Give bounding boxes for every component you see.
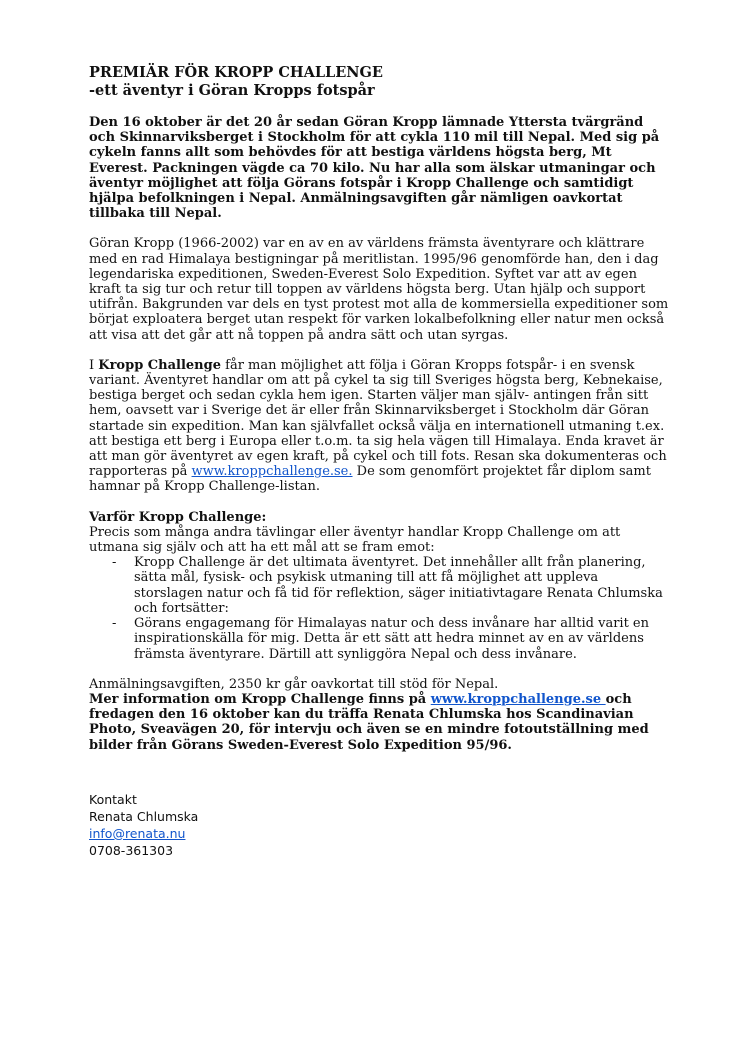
list-item-text: Kropp Challenge är det ultimata äventyret. Det innehåller allt från planering, sätta mål, fysisk- och psykisk utmaning till att få möjlighet att uppleva storslagen natur och få tid för reflektion, säger initiativtagare Renata Chlumska och fortsätter: (134, 555, 663, 616)
dash-marker: - (112, 555, 117, 571)
why-list (89, 555, 669, 661)
contact-block (89, 791, 669, 859)
challenge-body: får man möjlighet att följa i Göran Kropps fotspår- i en svensk variant. Äventyret handlar om att på cykel ta sig till Sveriges högsta berg, Kebnekaise, bestiga berget och sedan cykla hem igen. Starten väljer man själv- antingen från sitt hem, oavsett var i Sverige det är eller från Skinnarviksberget i Stockholm där Göran startade sin expedition. Man kan självfallet också välja en internationell utmaning t.ex. att bestiga ett berg i Europa eller t.o.m. ta sig hela vägen till Himalaya. Enda kravet är att man gör äventyret av egen kraft, på cykel och till fots. Resan ska dokumenteras och rapporteras på (89, 357, 667, 480)
press-release (89, 64, 669, 859)
more-info-after: och fredagen den 16 oktober kan du träffa Renata Chlumska hos Scandinavian Photo, Sveavägen 20, för intervju och även se en mindre fotoutställning med bilder från Görans Sweden-Everest Solo Expedition 95/96. (89, 691, 649, 753)
challenge-paragraph (89, 358, 669, 495)
challenge-prefix: I (89, 357, 99, 373)
website-link-bold[interactable]: www.kroppchallenge.se (430, 691, 606, 707)
list-item (112, 555, 669, 616)
fee-text: Anmälningsavgiften, 2350 kr går oavkortat till stöd för Nepal. (89, 676, 499, 692)
challenge-name: Kropp Challenge (98, 357, 221, 373)
why-intro: Precis som många andra tävlingar eller äventyr handlar Kropp Challenge om att utmana sig själv och att ha ett mål att se fram emot: (89, 524, 621, 556)
contact-phone: 0708-361303 (89, 842, 174, 858)
dash-marker: - (112, 616, 117, 632)
page-subtitle: -ett äventyr i Göran Kropps fotspår (89, 82, 375, 99)
list-item-text: Görans engagemang för Himalayas natur och dess invånare har alltid varit en inspirationskälla för mig. Detta är ett sätt att hedra minnet av en av världens främsta äventyrare. Därtill att synliggöra Nepal och dess invånare. (134, 616, 649, 662)
contact-name: Renata Chlumska (89, 808, 199, 824)
website-link[interactable]: www.kroppchallenge.se. (191, 464, 353, 480)
more-info-before: Mer information om Kropp Challenge finns på (89, 691, 431, 707)
challenge-suffix: De som genomfört projektet får diplom samt hamnar på Kropp Challenge-listan. (89, 464, 651, 495)
why-heading: Varför Kropp Challenge: (89, 509, 267, 525)
more-info-paragraph (89, 692, 669, 753)
contact-label: Kontakt (89, 791, 137, 807)
contact-email-link[interactable]: info@renata.nu (89, 825, 186, 841)
lead-paragraph: Den 16 oktober är det 20 år sedan Göran Kropp lämnade Yttersta tvärgränd och Skinnarviksberget i Stockholm för att cykla 110 mil till Nepal. Med sig på cykeln fanns allt som behövdes för att bestiga världens högsta berg, Mt Everest. Packningen vägde ca 70 kilo. Nu har alla som älskar utmaningar och äventyr möjlighet att följa Görans fotspår i Kropp Challenge och samtidigt hjälpa befolkningen i Nepal. Anmälningsavgiften går nämligen oavkortat tillbaka till Nepal. (89, 115, 660, 222)
background-paragraph: Göran Kropp (1966-2002) var en av en av världens främsta äventyrare och klättrare med en rad Himalaya bestigningar på meritlistan. 1995/96 genomförde han, den i dag legendariska expeditionen, Sweden-Everest Solo Expedition. Syftet var att av egen kraft ta sig tur och retur till toppen av världens högsta berg. Utan hjälp och support utifrån. Bakgrunden var dels en tyst protest mot alla de kommersiella expeditioner som börjat exploatera berget utan respekt för varken lokalbefolkning eller natur men också att visa att det går att nå toppen på andra sätt och utan syrgas. (89, 236, 669, 343)
list-item (112, 616, 669, 662)
page-title: PREMIÄR FÖR KROPP CHALLENGE (89, 64, 383, 81)
